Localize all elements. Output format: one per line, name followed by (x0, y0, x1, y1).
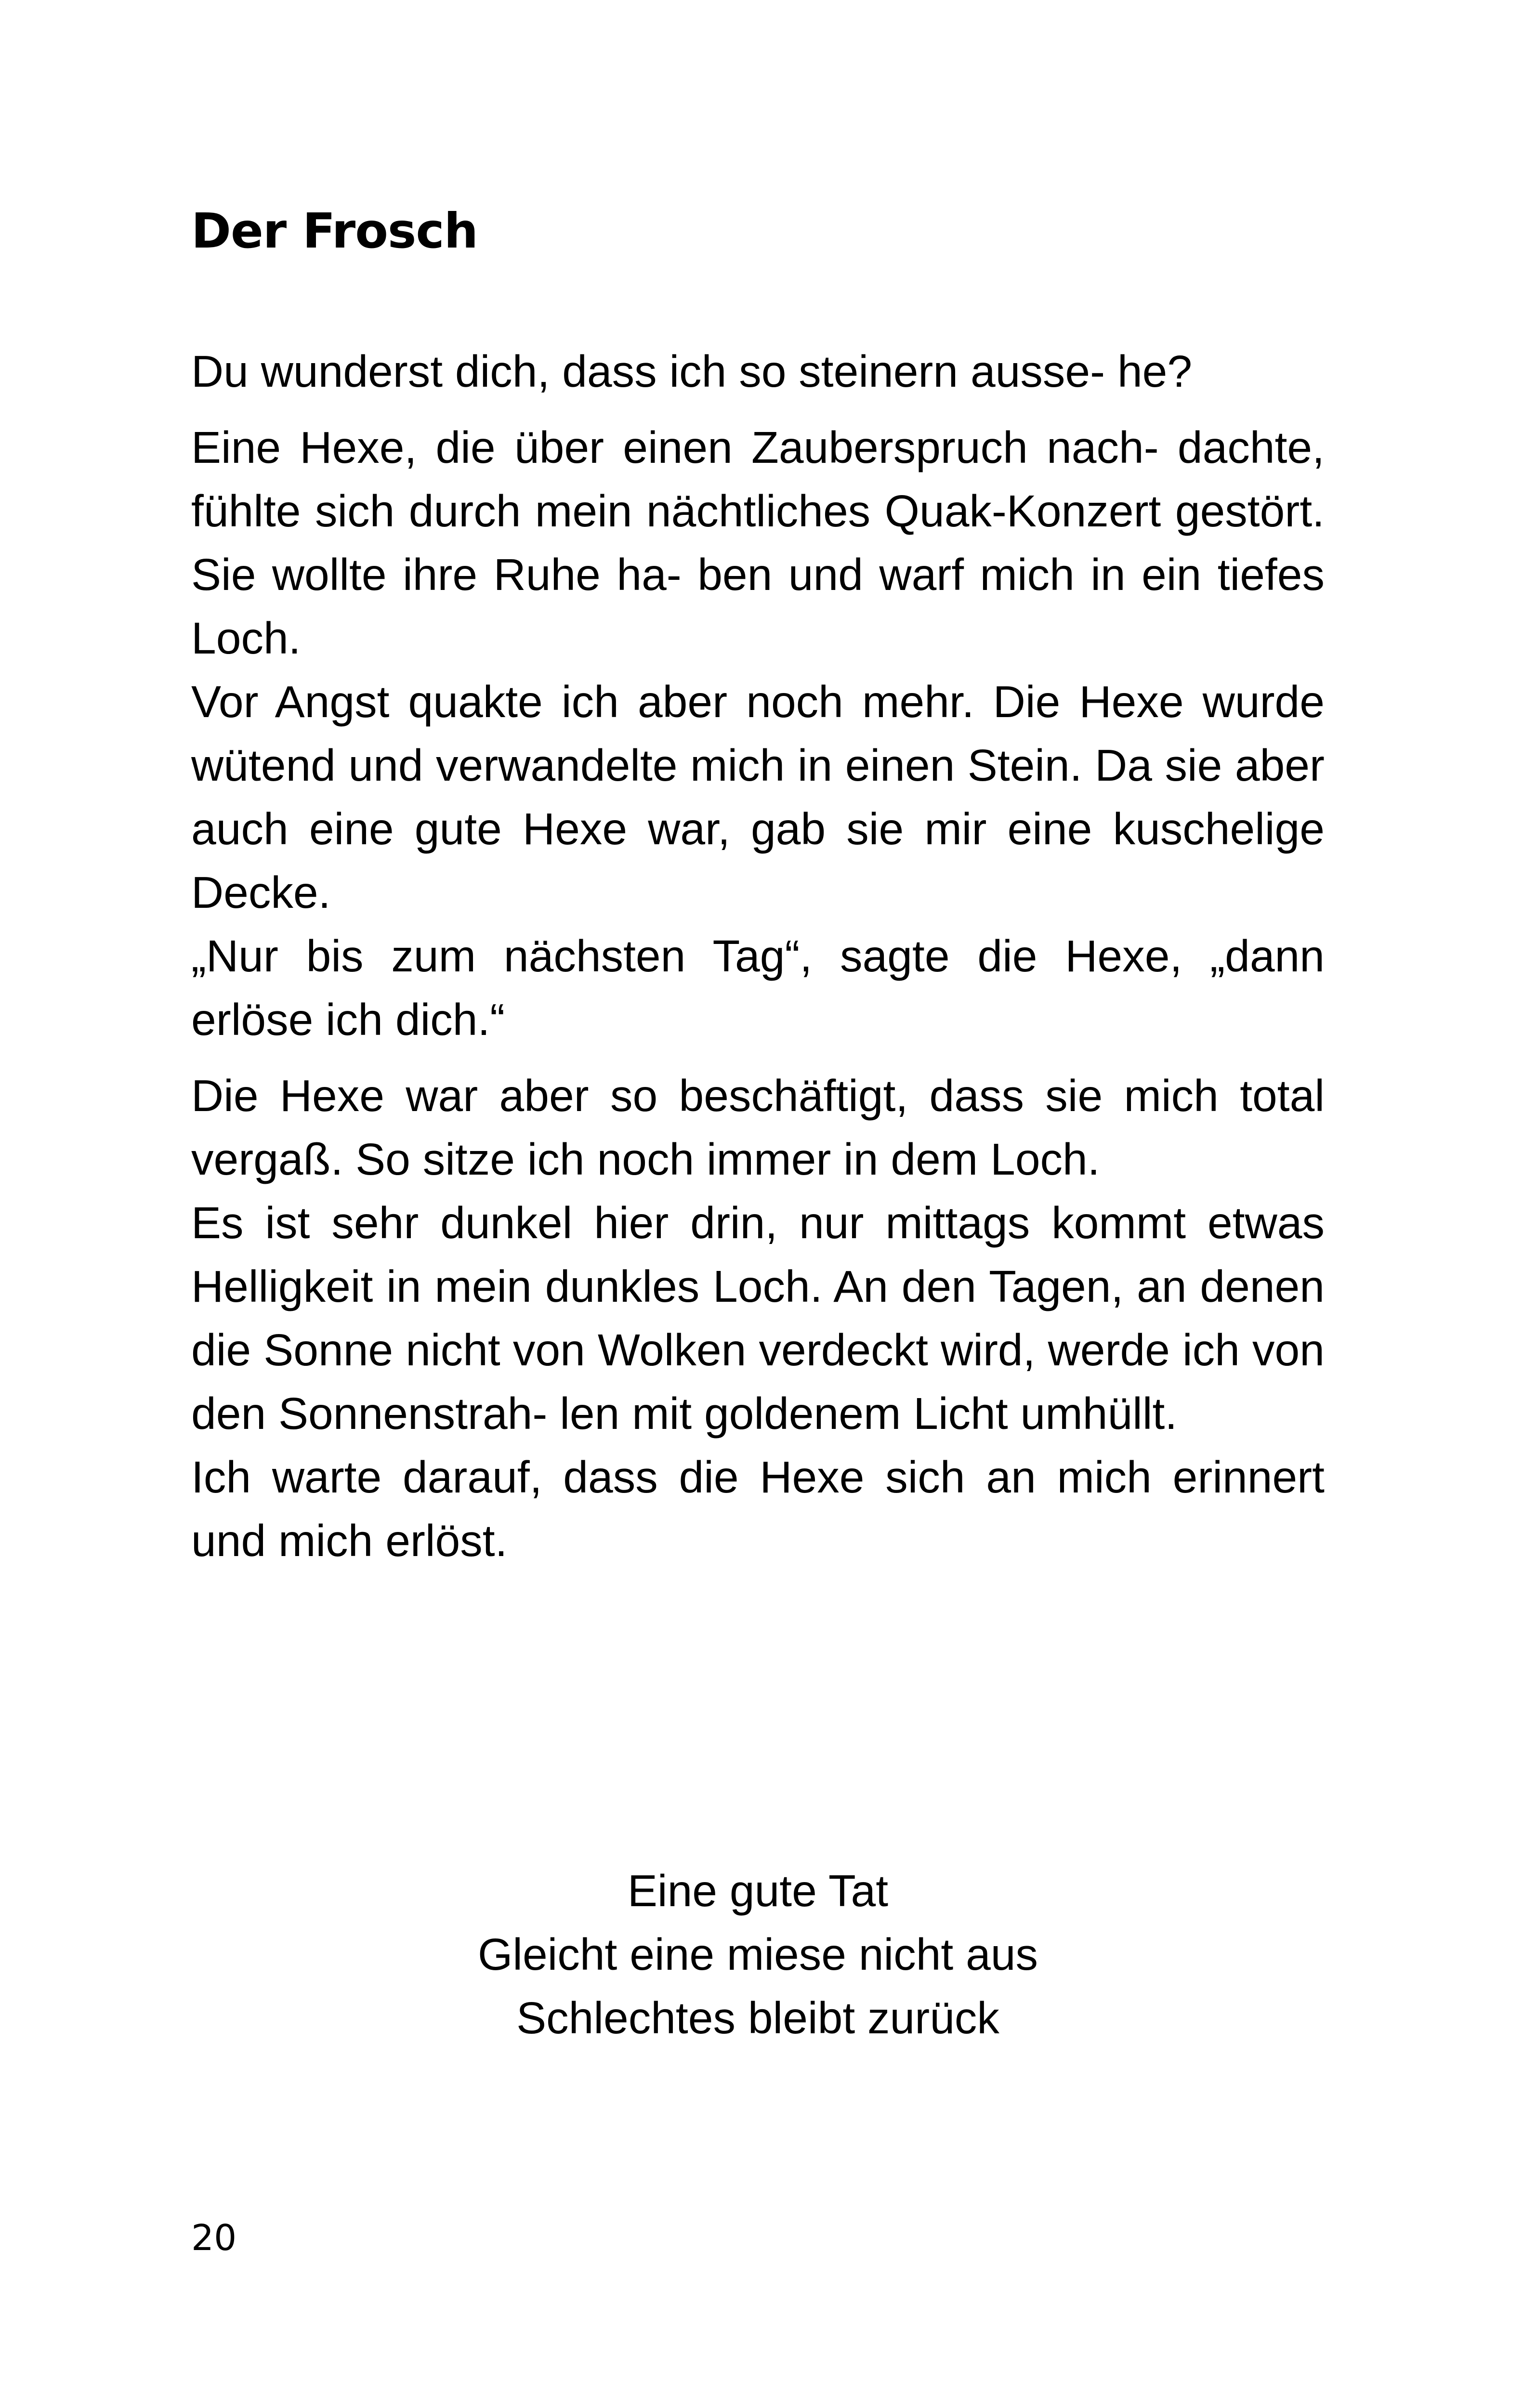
page-number: 20 (191, 2217, 237, 2259)
haiku-verse (191, 1859, 1325, 2050)
story-paragraph: Du wunderst dich, dass ich so steinern ausse- he? (191, 346, 1193, 396)
story-paragraph: Die Hexe war aber so beschäftigt, dass sie mich total vergaß. So sitze ich noch immer in dem Loch. (191, 1071, 1325, 1184)
story-text (191, 340, 1325, 1572)
story-paragraph: Vor Angst quakte ich aber noch mehr. Die Hexe wurde wütend und verwandelte mich in einen Stein. Da sie aber auch eine gute Hexe war, gab sie mir eine kuschelige Decke. (191, 677, 1325, 917)
verse-line: Schlechtes bleibt zurück (516, 1993, 999, 2043)
story-paragraph: Eine Hexe, die über einen Zauberspruch nach- dachte, fühlte sich durch mein nächtliches Quak-Konzert gestört. Sie wollte ihre Ruhe ha- ben und warf mich in ein tiefes Loch. (191, 422, 1325, 663)
verse-line: Gleicht eine miese nicht aus (477, 1929, 1038, 1979)
story-paragraph: „Nur bis zum nächsten Tag“, sagte die Hexe, „dann erlöse ich dich.“ (191, 931, 1325, 1045)
story-paragraph: Ich warte darauf, dass die Hexe sich an mich erinnert und mich erlöst. (191, 1452, 1325, 1566)
page-title: Der Frosch (191, 203, 478, 259)
verse-line: Eine gute Tat (627, 1866, 889, 1916)
story-paragraph: Es ist sehr dunkel hier drin, nur mittags kommt etwas Helligkeit in mein dunkles Loch. An den Tagen, an denen die Sonne nicht von Wolken verdeckt wird, werde ich von den Sonnenstrah- len mit goldenem Licht umhüllt. (191, 1198, 1325, 1439)
